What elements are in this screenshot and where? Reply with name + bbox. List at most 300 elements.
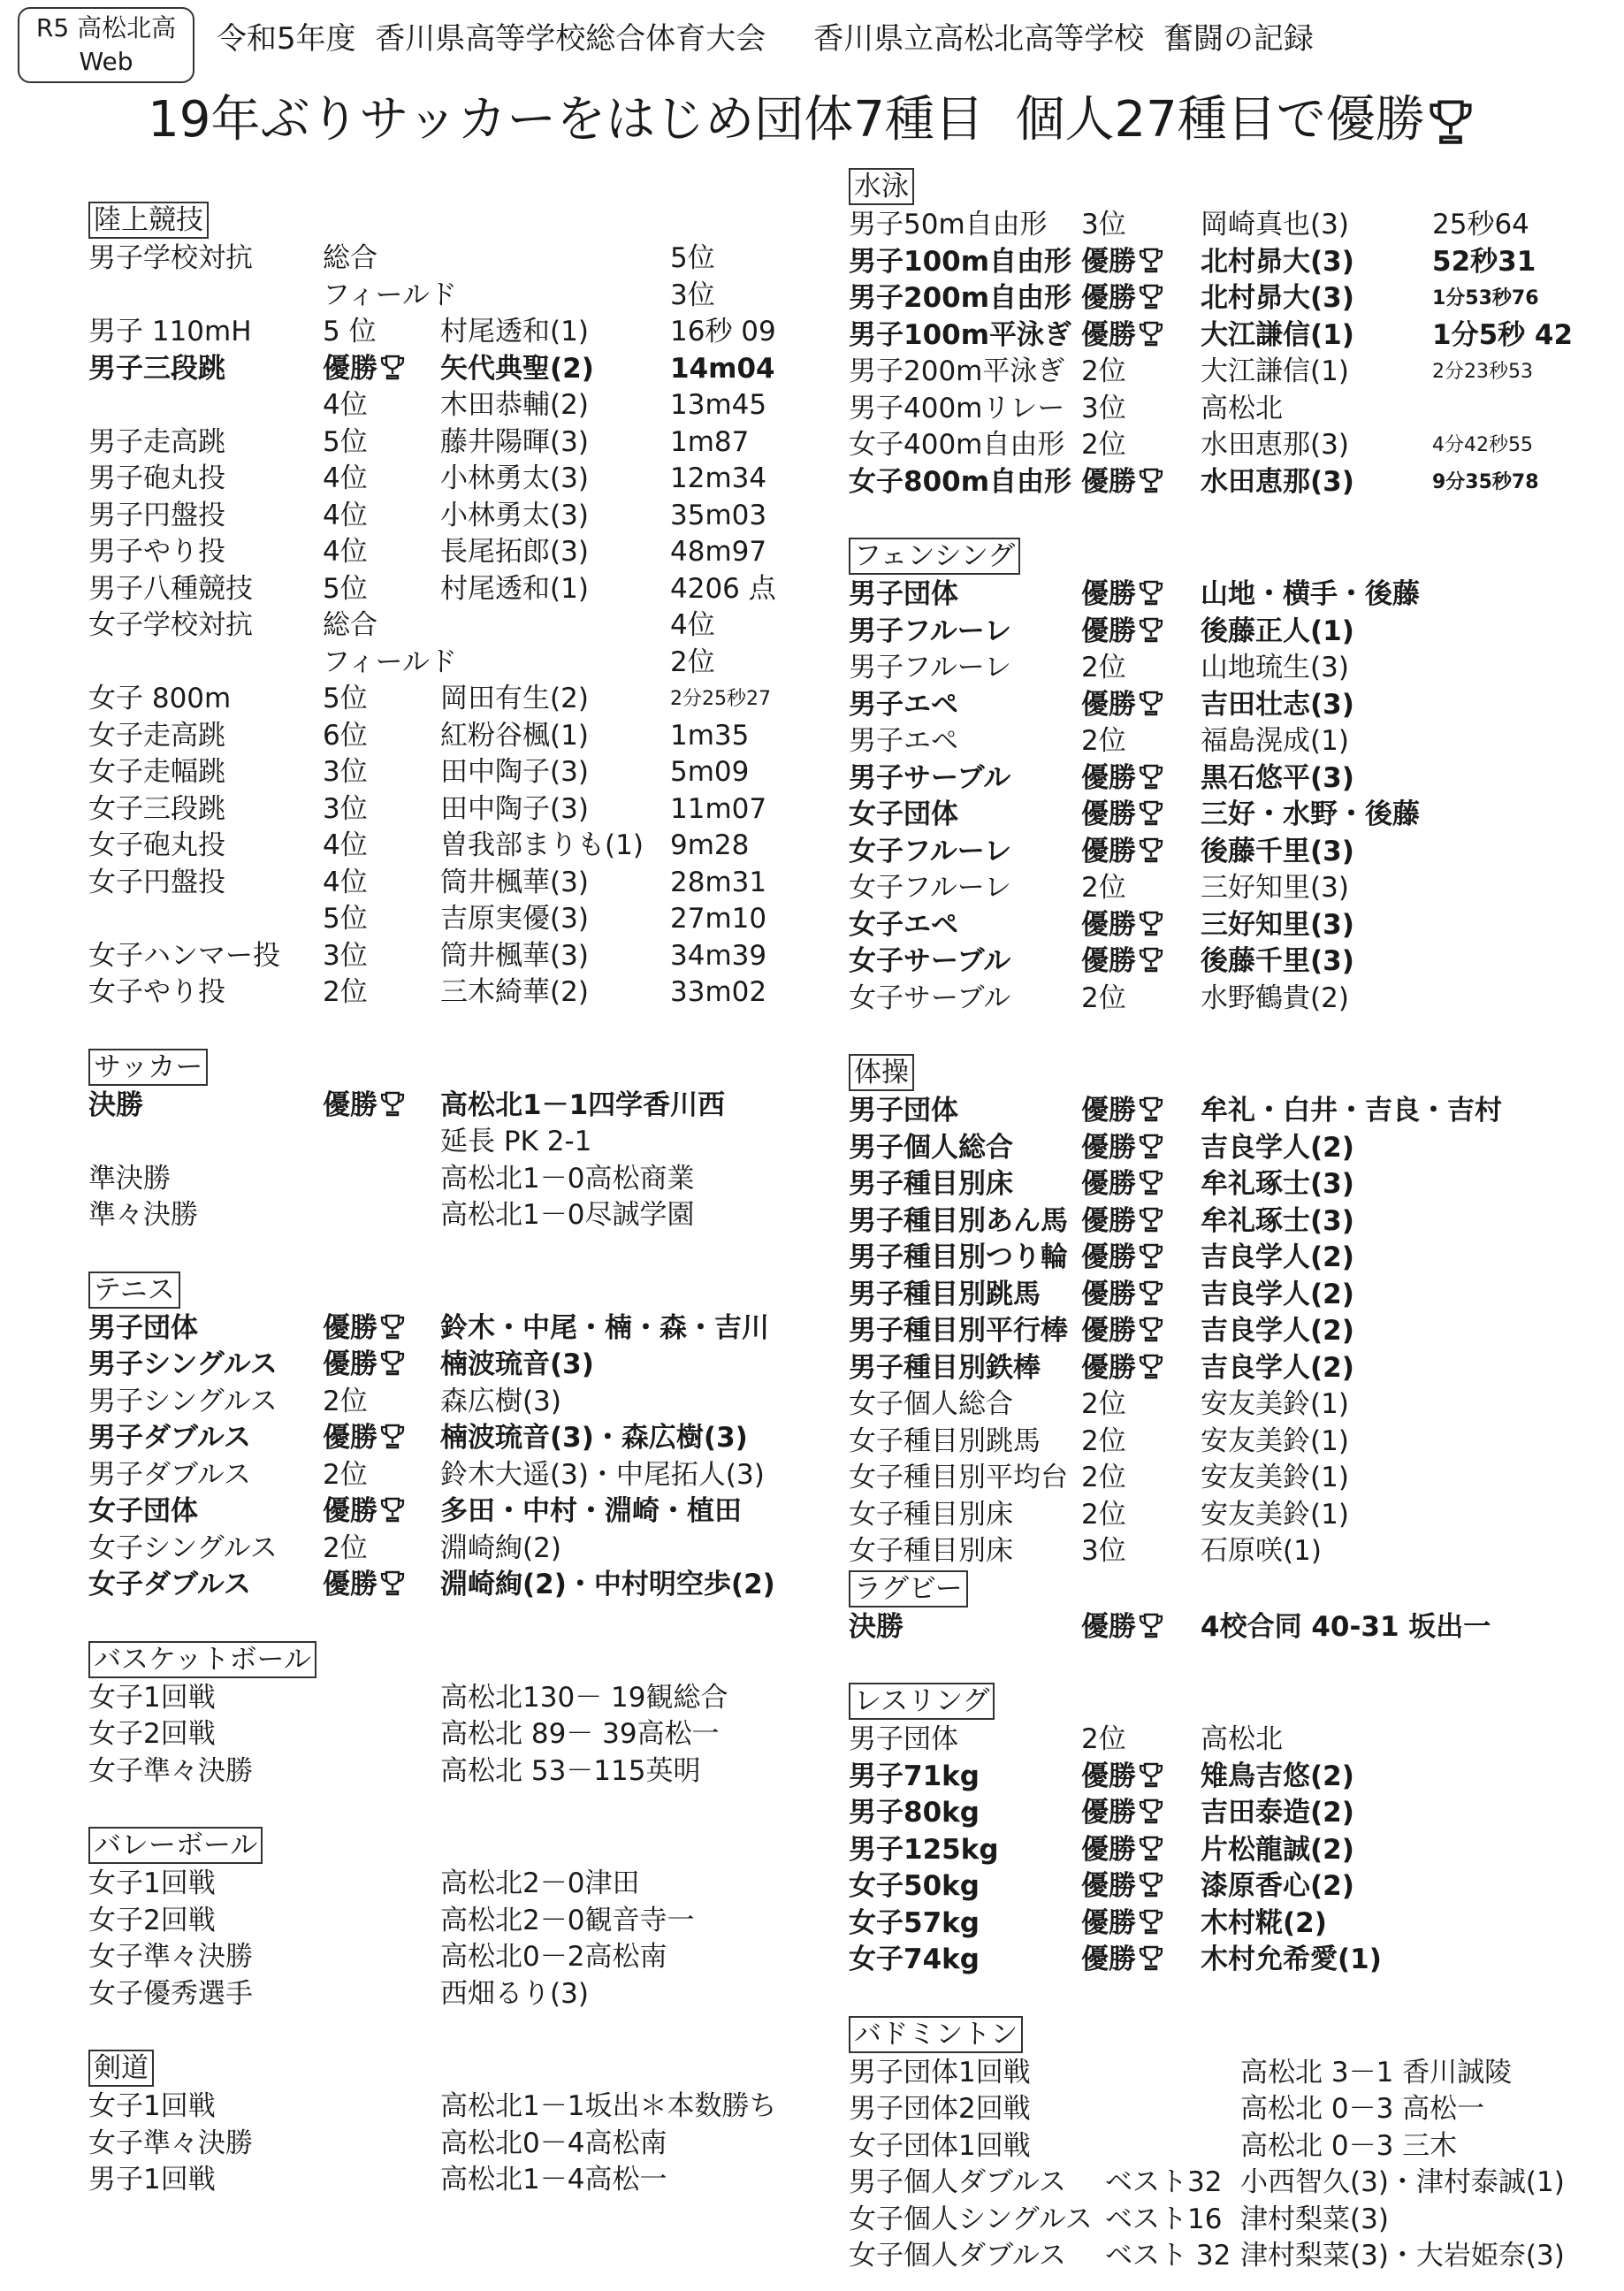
rank-cell bbox=[323, 1088, 406, 1125]
rank-label: 3位 bbox=[323, 939, 368, 972]
trophy-icon bbox=[1138, 910, 1164, 938]
event-name: 男子やり投 bbox=[88, 536, 225, 568]
trophy-icon bbox=[1425, 97, 1476, 149]
result-row bbox=[849, 1497, 1609, 1534]
trophy-icon bbox=[379, 1496, 406, 1524]
trophy-icon bbox=[1138, 1133, 1164, 1161]
rank-cell bbox=[323, 1310, 406, 1348]
result-row bbox=[88, 974, 813, 1012]
event-name: 男子種目別つり輪 bbox=[849, 1241, 1068, 1273]
result-row bbox=[849, 981, 1609, 1018]
rank-cell bbox=[1081, 870, 1126, 907]
event-name: 女子フルーレ bbox=[849, 872, 1012, 904]
rank-label: 3位 bbox=[1081, 392, 1126, 424]
result-row bbox=[88, 938, 813, 975]
rank-label: 優勝 bbox=[1081, 945, 1136, 977]
result-row bbox=[849, 760, 1609, 798]
rank-label: 3位 bbox=[323, 756, 368, 788]
result-value: 5m09 bbox=[670, 756, 750, 788]
result-row bbox=[88, 1493, 813, 1531]
trophy-icon bbox=[379, 1423, 406, 1451]
rank-label: 4位 bbox=[323, 829, 368, 861]
rank-label: 3位 bbox=[323, 792, 368, 825]
event-name: 男子団体1回戦 bbox=[849, 2056, 1031, 2089]
result-row bbox=[88, 424, 813, 462]
athlete-name: 牟礼琢士(3) bbox=[1201, 1168, 1354, 1200]
athlete-name: 高松北130－ 19観総合 bbox=[440, 1681, 728, 1714]
rank-label: 4位 bbox=[323, 536, 368, 568]
result-row bbox=[849, 280, 1609, 317]
event-name: 女子学校対抗 bbox=[88, 609, 253, 641]
result-row bbox=[849, 317, 1609, 355]
rank-label: 優勝 bbox=[1081, 1315, 1136, 1347]
result-value: 1分53秒76 bbox=[1432, 287, 1539, 309]
trophy-icon bbox=[1138, 1835, 1164, 1863]
event-name: 男子円盤投 bbox=[88, 499, 225, 531]
rank-cell bbox=[1081, 1609, 1164, 1646]
athlete-name: 田中陶子(3) bbox=[440, 792, 589, 825]
trophy-icon bbox=[1138, 616, 1164, 645]
athlete-name: 高松北 3－1 香川誠陵 bbox=[1240, 2056, 1513, 2089]
rank-cell bbox=[323, 241, 377, 278]
trophy-icon bbox=[1138, 1798, 1164, 1826]
event-name: 男子フルーレ bbox=[849, 615, 1012, 647]
rank-cell bbox=[1081, 354, 1126, 391]
athlete-name: 後藤千里(3) bbox=[1201, 945, 1354, 977]
event-name: 女子走幅跳 bbox=[88, 756, 225, 788]
rank-cell bbox=[1081, 614, 1164, 651]
rank-cell bbox=[323, 314, 377, 351]
rank-cell bbox=[1081, 797, 1164, 834]
result-value: 12m34 bbox=[670, 462, 767, 494]
athlete-name: 高松北1－1坂出＊本数勝ち bbox=[440, 2090, 777, 2122]
result-row bbox=[88, 461, 813, 498]
event-name: 女子種目別平均台 bbox=[849, 1462, 1068, 1493]
event-name: 男子125kg bbox=[849, 1833, 999, 1866]
rank-label: 優勝 bbox=[1081, 761, 1136, 794]
result-row bbox=[849, 1722, 1609, 1759]
event-name: 女子74kg bbox=[849, 1944, 980, 1975]
event-name: 男子砲丸投 bbox=[88, 462, 225, 494]
event-name: 女子団体 bbox=[849, 798, 958, 830]
rank-label: 2位 bbox=[1081, 652, 1126, 683]
trophy-icon bbox=[379, 1090, 406, 1119]
rank-cell bbox=[323, 1347, 406, 1384]
result-row bbox=[88, 571, 813, 608]
athlete-name: 高松北 bbox=[1201, 1723, 1283, 1755]
rank-cell bbox=[1081, 280, 1164, 317]
result-row bbox=[88, 241, 813, 278]
result-value: 4206 点 bbox=[670, 572, 776, 605]
result-value: 48m97 bbox=[670, 536, 767, 568]
result-value: 1m87 bbox=[670, 425, 750, 458]
section-title: バドミントン bbox=[849, 2016, 1023, 2053]
trophy-icon bbox=[1138, 1279, 1164, 1308]
rank-label: ベスト 32 bbox=[1105, 2240, 1231, 2272]
rank-label: 優勝 bbox=[1081, 1095, 1136, 1126]
rank-cell bbox=[1081, 1166, 1164, 1203]
athlete-name: 高松北 53－115英明 bbox=[440, 1754, 701, 1787]
result-row bbox=[88, 1680, 813, 1717]
rank-label: 優勝 bbox=[1081, 798, 1136, 830]
result-row bbox=[849, 391, 1609, 428]
event-name: 女子種目別床 bbox=[849, 1498, 1013, 1531]
rank-label: 優勝 bbox=[1081, 1944, 1136, 1975]
result-value: 16秒 09 bbox=[670, 316, 776, 347]
athlete-name: 山地・横手・後藤 bbox=[1201, 578, 1420, 610]
trophy-icon bbox=[1138, 1944, 1164, 1973]
event-name: 男子団体 bbox=[849, 1723, 958, 1755]
result-row bbox=[88, 681, 813, 718]
result-value: 4位 bbox=[670, 609, 715, 641]
result-row bbox=[849, 650, 1609, 687]
rank-cell bbox=[323, 645, 457, 682]
athlete-name: 水野鶴貴(2) bbox=[1201, 981, 1349, 1014]
rank-label: 4位 bbox=[323, 866, 368, 898]
event-name: 準決勝 bbox=[88, 1162, 171, 1195]
result-row bbox=[88, 1161, 813, 1198]
rank-label: 2位 bbox=[1081, 355, 1126, 387]
result-row bbox=[88, 1347, 813, 1384]
rank-label: 優勝 bbox=[1081, 1906, 1136, 1939]
rank-cell bbox=[323, 1384, 368, 1421]
result-row bbox=[88, 1197, 813, 1234]
event-name: 男子三段跳 bbox=[88, 352, 225, 385]
left-column bbox=[88, 202, 813, 2236]
rank-label: 優勝 bbox=[323, 1422, 377, 1454]
section bbox=[849, 1570, 1609, 1646]
rank-cell bbox=[1081, 207, 1126, 244]
athlete-name: 曽我部まりも(1) bbox=[440, 829, 644, 861]
result-row bbox=[88, 1753, 813, 1791]
rank-cell bbox=[1081, 1533, 1126, 1570]
rank-label: フィールド bbox=[323, 279, 457, 311]
result-row bbox=[88, 1420, 813, 1457]
event-name: 男子100m平泳ぎ bbox=[849, 318, 1072, 351]
event-name: 男子種目別床 bbox=[849, 1168, 1013, 1200]
event-name: 決勝 bbox=[88, 1088, 143, 1121]
result-value: 9分35秒78 bbox=[1432, 470, 1539, 493]
rank-cell bbox=[323, 828, 368, 865]
athlete-name: 安友美鈴(1) bbox=[1201, 1462, 1349, 1493]
result-row bbox=[849, 2091, 1609, 2128]
event-name: 女子1回戦 bbox=[88, 2090, 216, 2122]
athlete-name: 淵崎絢(2) bbox=[440, 1531, 561, 1564]
rank-cell bbox=[323, 387, 368, 424]
event-name: 女子準々決勝 bbox=[88, 2127, 253, 2159]
event-name: 男子80kg bbox=[849, 1797, 980, 1829]
rank-cell bbox=[1081, 427, 1126, 464]
result-row bbox=[849, 427, 1609, 464]
result-row bbox=[88, 607, 813, 645]
athlete-name: 福島滉成(1) bbox=[1201, 725, 1349, 757]
result-value: 3位 bbox=[670, 279, 715, 311]
rank-cell bbox=[1081, 1722, 1126, 1759]
result-row bbox=[849, 1093, 1609, 1130]
athlete-name: 小林勇太(3) bbox=[440, 499, 589, 531]
result-row bbox=[88, 791, 813, 829]
result-row bbox=[849, 1868, 1609, 1905]
result-row bbox=[849, 614, 1609, 651]
athlete-name: 後藤正人(1) bbox=[1201, 615, 1354, 647]
rank-cell bbox=[323, 278, 457, 315]
athlete-name: 藤井陽暉(3) bbox=[440, 425, 589, 458]
rank-cell bbox=[1081, 1759, 1164, 1796]
rank-cell bbox=[1105, 2202, 1222, 2239]
rank-cell bbox=[1081, 1942, 1164, 1979]
section-title: サッカー bbox=[88, 1049, 208, 1086]
result-value: 1m35 bbox=[670, 719, 750, 752]
rank-label: 2位 bbox=[1081, 1462, 1126, 1493]
rank-cell bbox=[323, 424, 368, 462]
event-name: 女子走高跳 bbox=[88, 719, 225, 752]
event-name: 男子団体 bbox=[849, 578, 958, 610]
athlete-name: 木村糀(2) bbox=[1201, 1906, 1327, 1939]
rank-label: 優勝 bbox=[1081, 282, 1136, 314]
result-row bbox=[849, 797, 1609, 834]
event-name: 女子ダブルス bbox=[88, 1569, 251, 1600]
rank-cell bbox=[1081, 317, 1164, 355]
athlete-name: 石原咲(1) bbox=[1201, 1535, 1322, 1567]
rank-cell bbox=[1081, 1240, 1164, 1277]
athlete-name: 楠波琉音(3) bbox=[440, 1348, 594, 1380]
result-row bbox=[849, 2055, 1609, 2092]
event-name: 準々決勝 bbox=[88, 1199, 198, 1231]
result-row bbox=[849, 1313, 1609, 1350]
event-name: 女子準々決勝 bbox=[88, 1754, 253, 1787]
section bbox=[88, 1049, 813, 1234]
athlete-name: 紅粉谷楓(1) bbox=[440, 719, 589, 752]
rank-label: 4位 bbox=[323, 462, 368, 494]
rank-label: 優勝 bbox=[1081, 1833, 1136, 1866]
rank-cell bbox=[1081, 834, 1164, 871]
trophy-icon bbox=[1138, 799, 1164, 828]
rank-cell bbox=[323, 498, 368, 535]
rank-label: 5位 bbox=[323, 572, 368, 605]
event-name: 女子シングルス bbox=[88, 1531, 278, 1564]
athlete-name: 多田・中村・淵崎・植田 bbox=[440, 1495, 742, 1527]
event-name: 男子団体2回戦 bbox=[849, 2093, 1031, 2125]
rank-cell bbox=[323, 938, 368, 975]
athlete-name: 水田恵那(3) bbox=[1201, 465, 1354, 498]
event-name: 男子シングルス bbox=[88, 1348, 278, 1380]
trophy-icon bbox=[1138, 1206, 1164, 1234]
rank-cell bbox=[1081, 1313, 1164, 1350]
rank-label: 3位 bbox=[1081, 1535, 1126, 1567]
result-row bbox=[88, 1866, 813, 1903]
result-row bbox=[849, 1166, 1609, 1203]
result-row bbox=[849, 464, 1609, 501]
athlete-name: 黒石悠平(3) bbox=[1201, 761, 1354, 794]
result-row bbox=[849, 1832, 1609, 1869]
result-row bbox=[88, 278, 813, 315]
athlete-name: 森広樹(3) bbox=[440, 1385, 561, 1417]
section bbox=[849, 1054, 1609, 1570]
event-name: 男子学校対抗 bbox=[88, 242, 253, 274]
event-name: 男子個人総合 bbox=[849, 1131, 1013, 1164]
athlete-name: 木田恭輔(2) bbox=[440, 389, 589, 421]
right-column bbox=[849, 168, 1609, 2275]
rank-label: 総合 bbox=[323, 609, 377, 641]
event-name: 女子サーブル bbox=[849, 981, 1011, 1014]
event-name: 女子三段跳 bbox=[88, 792, 225, 825]
rank-cell bbox=[1081, 244, 1164, 281]
athlete-name: 三好知里(3) bbox=[1201, 872, 1349, 904]
event-name: 女子57kg bbox=[849, 1906, 980, 1939]
athlete-name: 大江謙信(1) bbox=[1201, 355, 1349, 387]
athlete-name: 高松北1－0高松商業 bbox=[440, 1162, 695, 1195]
trophy-icon bbox=[1138, 946, 1164, 974]
result-value: 4分42秒55 bbox=[1432, 434, 1533, 456]
rank-label: 優勝 bbox=[323, 1088, 377, 1121]
result-row bbox=[88, 718, 813, 755]
result-row bbox=[88, 828, 813, 865]
result-row bbox=[88, 1457, 813, 1494]
rank-cell bbox=[1081, 723, 1126, 760]
athlete-name: 牟礼琢士(3) bbox=[1201, 1204, 1354, 1237]
rank-cell bbox=[1081, 1350, 1164, 1387]
result-value: 2位 bbox=[670, 645, 715, 678]
rank-label: 優勝 bbox=[1081, 1797, 1136, 1829]
athlete-name: 牟礼・白井・吉良・吉村 bbox=[1201, 1095, 1502, 1126]
badge-line-1: R5 高松北高 bbox=[35, 13, 177, 42]
result-row bbox=[849, 1350, 1609, 1387]
rank-label: 2位 bbox=[323, 1531, 368, 1564]
rank-cell bbox=[1081, 1386, 1126, 1424]
athlete-name: 吉田壮志(3) bbox=[1201, 688, 1354, 721]
rank-cell bbox=[323, 974, 368, 1012]
event-name: 男子サーブル bbox=[849, 761, 1011, 794]
athlete-name: 西畑るり(3) bbox=[440, 1977, 589, 2010]
athlete-name: 三好・水野・後藤 bbox=[1201, 798, 1420, 830]
athlete-name: 漆原香心(2) bbox=[1201, 1870, 1354, 1902]
result-value: 34m39 bbox=[670, 939, 767, 972]
rank-cell bbox=[323, 901, 368, 938]
rank-label: 優勝 bbox=[1081, 1241, 1136, 1273]
result-row bbox=[849, 1424, 1609, 1461]
trophy-icon bbox=[1138, 320, 1164, 348]
athlete-name: 吉良学人(2) bbox=[1201, 1131, 1354, 1164]
result-value: 27m10 bbox=[670, 903, 767, 935]
result-row bbox=[88, 1716, 813, 1753]
event-name: 女子1回戦 bbox=[88, 1681, 216, 1714]
trophy-icon bbox=[379, 354, 406, 382]
result-value: 9m28 bbox=[670, 829, 750, 861]
event-name: 男子1回戦 bbox=[88, 2164, 216, 2196]
athlete-name: 鈴木・中尾・楠・森・吉川 bbox=[440, 1311, 769, 1344]
section-title: フェンシング bbox=[849, 538, 1020, 575]
result-value: 35m03 bbox=[670, 499, 767, 531]
rank-label: ベスト16 bbox=[1105, 2203, 1223, 2235]
event-name: 男子200m自由形 bbox=[849, 282, 1072, 314]
rank-cell bbox=[1081, 1203, 1164, 1241]
section bbox=[88, 1827, 813, 2012]
athlete-name: 吉原実優(3) bbox=[440, 903, 589, 935]
athlete-name: 岡田有生(2) bbox=[440, 683, 589, 714]
event-name: 女子種目別跳馬 bbox=[849, 1424, 1041, 1457]
result-row bbox=[88, 1088, 813, 1125]
rank-label: 優勝 bbox=[1081, 835, 1136, 867]
rank-label: 6位 bbox=[323, 719, 368, 752]
rank-cell bbox=[323, 1493, 406, 1531]
rank-cell bbox=[1105, 2165, 1222, 2202]
rank-label: 優勝 bbox=[1081, 688, 1136, 721]
rank-label: 総合 bbox=[323, 242, 377, 274]
rank-label: 優勝 bbox=[323, 1348, 377, 1380]
event-name: 女子エペ bbox=[849, 908, 958, 941]
result-row bbox=[849, 1609, 1609, 1646]
section bbox=[88, 2050, 813, 2199]
result-value: 33m02 bbox=[670, 976, 767, 1008]
event-name: 男子八種競技 bbox=[88, 572, 253, 605]
rank-cell bbox=[1081, 1424, 1126, 1461]
event-name: 女子400m自由形 bbox=[849, 429, 1065, 461]
event-name: 男子団体 bbox=[849, 1095, 958, 1126]
athlete-name: 4校合同 40-31 坂出一 bbox=[1201, 1610, 1491, 1643]
event-name: 男子 110mH bbox=[88, 316, 252, 347]
section-title: ラグビー bbox=[849, 1570, 968, 1608]
rank-cell bbox=[323, 791, 368, 829]
rank-label: 2位 bbox=[1081, 1723, 1126, 1755]
result-row bbox=[88, 1310, 813, 1348]
rank-cell bbox=[323, 865, 368, 902]
athlete-name: 津村梨菜(3)・大岩姫奈(3) bbox=[1240, 2240, 1565, 2272]
rank-cell bbox=[1081, 981, 1126, 1018]
section bbox=[88, 1641, 813, 1791]
rank-label: 5 位 bbox=[323, 316, 377, 347]
event-name: 女子個人ダブルス bbox=[849, 2240, 1066, 2272]
result-value: 11m07 bbox=[670, 792, 767, 825]
rank-label: 優勝 bbox=[1081, 1610, 1136, 1643]
rank-label: 優勝 bbox=[1081, 578, 1136, 610]
result-row bbox=[849, 577, 1609, 614]
rank-cell bbox=[1081, 1093, 1164, 1130]
rank-label: 2位 bbox=[1081, 872, 1126, 904]
rank-cell bbox=[323, 351, 406, 388]
event-name: 男子種目別鉄棒 bbox=[849, 1351, 1041, 1384]
result-row bbox=[88, 387, 813, 424]
athlete-name: 村尾透和(1) bbox=[440, 316, 589, 347]
trophy-icon bbox=[1138, 467, 1164, 495]
rank-cell bbox=[323, 1567, 406, 1604]
rank-cell bbox=[1081, 687, 1164, 724]
result-row bbox=[849, 244, 1609, 281]
athlete-name: 山地琉生(3) bbox=[1201, 652, 1349, 683]
rank-cell bbox=[1081, 391, 1126, 428]
result-value: 25秒64 bbox=[1432, 209, 1529, 241]
trophy-icon bbox=[1138, 690, 1164, 718]
event-name: 女子800m自由形 bbox=[849, 465, 1072, 498]
result-row bbox=[88, 314, 813, 351]
athlete-name: 片松龍誠(2) bbox=[1201, 1833, 1354, 1866]
result-value: 5位 bbox=[670, 242, 715, 274]
event-name: 女子個人総合 bbox=[849, 1388, 1013, 1420]
rank-label: 2位 bbox=[1081, 1424, 1126, 1457]
result-row bbox=[849, 1386, 1609, 1424]
athlete-name: 岡崎真也(3) bbox=[1201, 209, 1349, 241]
event-name: 男子400mリレー bbox=[849, 392, 1065, 424]
rank-label: 3位 bbox=[1081, 209, 1126, 241]
result-row bbox=[849, 1460, 1609, 1497]
event-name: 女子砲丸投 bbox=[88, 829, 225, 861]
rank-label: 4位 bbox=[323, 389, 368, 421]
trophy-icon bbox=[1138, 1612, 1164, 1640]
result-row bbox=[88, 1976, 813, 2013]
event-name: 男子100m自由形 bbox=[849, 245, 1072, 278]
trophy-icon bbox=[1138, 579, 1164, 607]
trophy-icon bbox=[1138, 836, 1164, 865]
headline-text: 19年ぶりサッカーをはじめ団体7種目 個人27種目で優勝 bbox=[148, 91, 1425, 149]
